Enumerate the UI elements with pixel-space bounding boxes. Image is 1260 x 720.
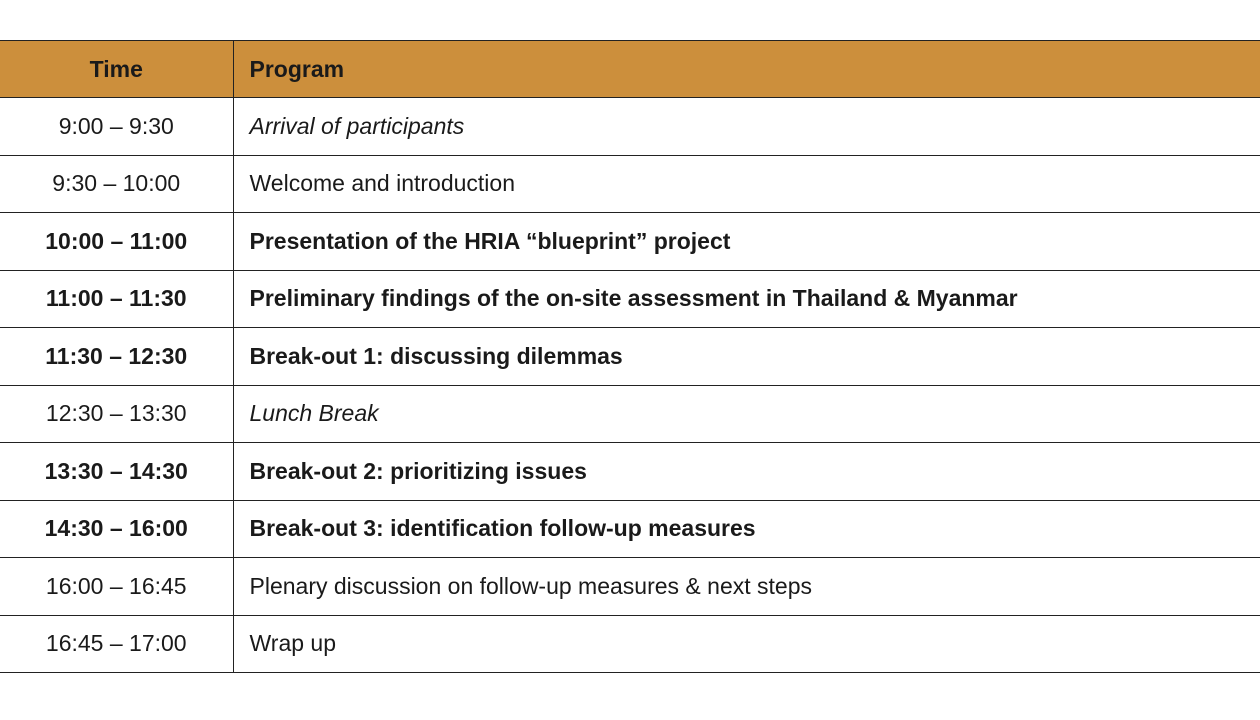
program-cell: Welcome and introduction [233,155,1260,213]
program-cell: Break-out 3: identification follow-up measures [233,500,1260,558]
table-row [0,98,1260,156]
time-cell: 11:30 – 12:30 [0,328,233,386]
time-cell: 16:00 – 16:45 [0,558,233,616]
table-row [0,443,1260,501]
table-row [0,155,1260,213]
program-cell: Break-out 1: discussing dilemmas [233,328,1260,386]
table-row [0,385,1260,443]
program-cell: Wrap up [233,615,1260,673]
time-cell: 9:30 – 10:00 [0,155,233,213]
time-cell: 9:00 – 9:30 [0,98,233,156]
table-row [0,270,1260,328]
table-row [0,558,1260,616]
program-cell: Plenary discussion on follow-up measures & next steps [233,558,1260,616]
time-cell: 10:00 – 11:00 [0,213,233,271]
column-header-program: Program [233,41,1260,98]
time-cell: 14:30 – 16:00 [0,500,233,558]
program-cell: Arrival of participants [233,98,1260,156]
time-cell: 12:30 – 13:30 [0,385,233,443]
table-header-row [0,41,1260,98]
agenda-table [0,40,1260,673]
table-row [0,500,1260,558]
program-cell: Break-out 2: prioritizing issues [233,443,1260,501]
table-row [0,615,1260,673]
table-row [0,328,1260,386]
program-cell: Presentation of the HRIA “blueprint” project [233,213,1260,271]
column-header-time: Time [0,41,233,98]
time-cell: 11:00 – 11:30 [0,270,233,328]
program-cell: Preliminary findings of the on-site assessment in Thailand & Myanmar [233,270,1260,328]
time-cell: 13:30 – 14:30 [0,443,233,501]
table-row [0,213,1260,271]
program-cell: Lunch Break [233,385,1260,443]
time-cell: 16:45 – 17:00 [0,615,233,673]
